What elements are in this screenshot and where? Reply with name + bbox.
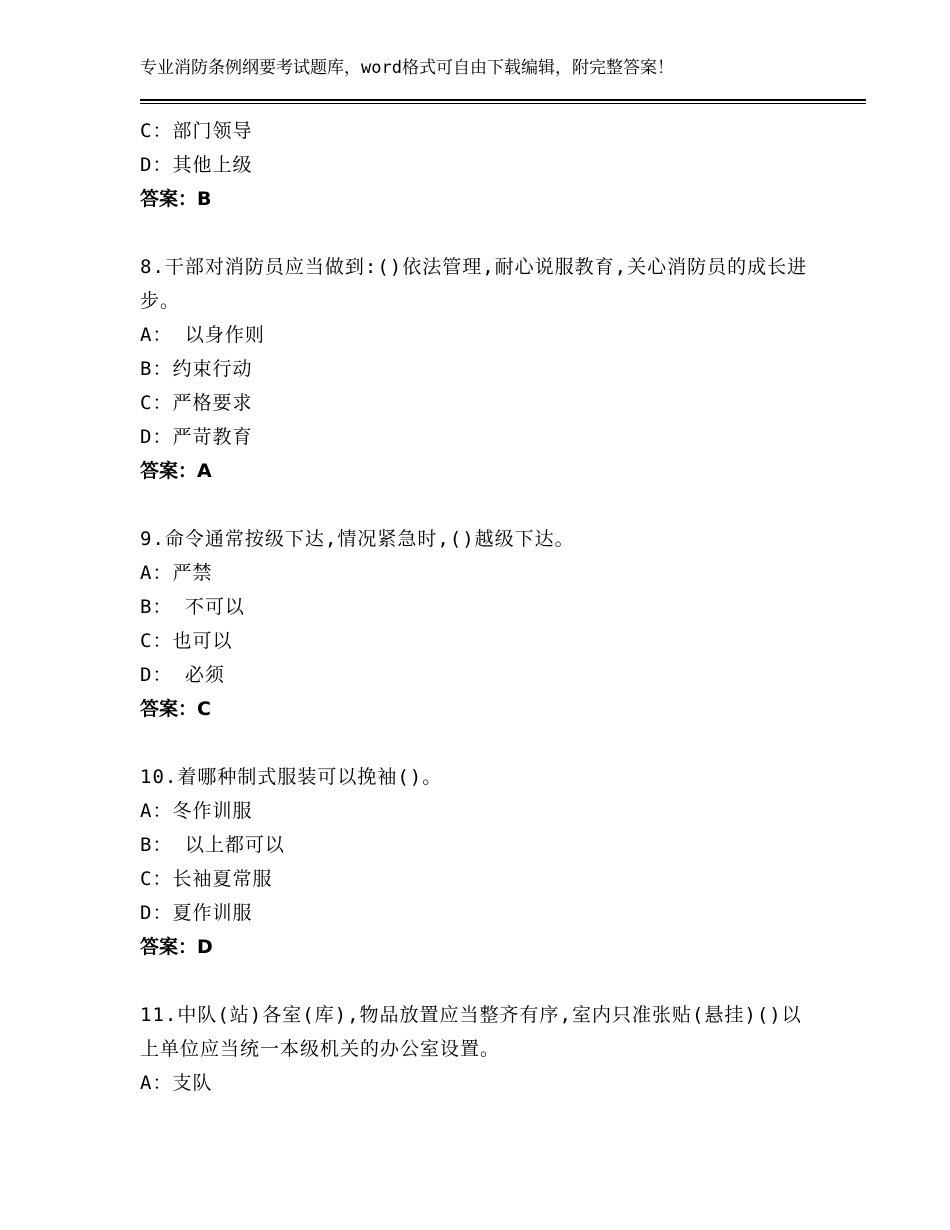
- option-d: D：严苛教育: [140, 426, 253, 448]
- answer-line: 答案：C: [140, 698, 211, 720]
- spacer: [140, 726, 820, 760]
- option-b: B：约束行动: [140, 358, 253, 380]
- question-text: 9.命令通常按级下达,情况紧急时,()越级下达。: [140, 528, 575, 550]
- option-c: C：也可以: [140, 630, 233, 652]
- option-d: D： 必须: [140, 664, 225, 686]
- question-list: [140, 114, 820, 1100]
- question-block-11: [140, 998, 820, 1100]
- option-d: D：其他上级: [140, 154, 253, 176]
- header-divider: [140, 99, 866, 104]
- option-c: C：部门领导: [140, 120, 253, 142]
- spacer: [140, 964, 820, 998]
- option-a: A：严禁: [140, 562, 213, 584]
- question-text: 10.着哪种制式服装可以挽袖()。: [140, 766, 443, 788]
- answer-line: 答案：B: [140, 188, 212, 210]
- question-text: 8.干部对消防员应当做到:()依法管理,耐心说服教育,关心消防员的成长进步。: [140, 256, 808, 312]
- page-header: 专业消防条例纲要考试题库，word格式可自由下载编辑，附完整答案！: [140, 58, 674, 78]
- answer-line: 答案：A: [140, 460, 212, 482]
- option-d: D：夏作训服: [140, 902, 253, 924]
- question-block-8: [140, 250, 820, 488]
- option-a: A： 以身作则: [140, 324, 265, 346]
- option-a: A：冬作训服: [140, 800, 253, 822]
- answer-line: 答案：D: [140, 936, 213, 958]
- question-text: 11.中队(站)各室(库),物品放置应当整齐有序,室内只准张贴(悬挂)()以上单位应当统一本级机关的办公室设置。: [140, 1004, 802, 1060]
- option-c: C：严格要求: [140, 392, 253, 414]
- spacer: [140, 488, 820, 522]
- option-b: B： 以上都可以: [140, 834, 285, 856]
- option-a: A：支队: [140, 1072, 213, 1094]
- spacer: [140, 216, 820, 250]
- option-c: C：长袖夏常服: [140, 868, 273, 890]
- option-b: B： 不可以: [140, 596, 245, 618]
- question-block-10: [140, 760, 820, 964]
- question-block-7: [140, 114, 820, 216]
- question-block-9: [140, 522, 820, 726]
